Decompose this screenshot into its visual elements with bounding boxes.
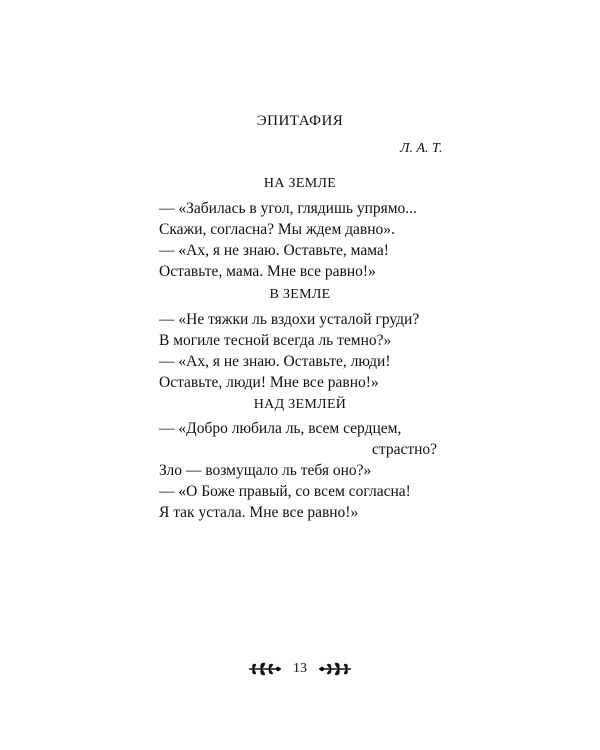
verse-line: — «О Боже правый, со всем согласна!: [159, 483, 411, 500]
stanza-above-earth: [159, 418, 437, 523]
stanza-on-earth: [159, 198, 417, 282]
section-heading-above-earth: НАД ЗЕМЛЕЙ: [253, 397, 347, 412]
verse-line: Я так устала. Мне все равно!»: [159, 504, 359, 521]
verse-line-continuation: страстно?: [372, 441, 438, 458]
verse-line: Зло — возмущало ль тебя оно?»: [159, 462, 372, 479]
leaf-sprig-ornament-left-icon: [247, 660, 283, 678]
poem-title: ЭПИТАФИЯ: [256, 113, 344, 129]
leaf-sprig-ornament-right-icon: [317, 660, 353, 678]
verse-line: Оставьте, мама. Мне все равно!»: [159, 263, 376, 280]
section-heading-in-earth: В ЗЕМЛЕ: [269, 287, 331, 302]
verse-line: — «Ах, я не знаю. Оставьте, мама!: [159, 242, 389, 259]
page-footer: [0, 660, 600, 678]
verse-line: — «Ах, я не знаю. Оставьте, люди!: [159, 353, 391, 370]
verse-line: Скажи, согласна? Мы ждем давно».: [159, 221, 395, 238]
page-number: 13: [293, 661, 307, 676]
verse-line: — «Добро любила ль, всем сердцем,: [159, 420, 402, 437]
verse-line: В могиле тесной всегда ль темно?»: [159, 332, 392, 349]
verse-line: — «Забилась в угол, глядишь упрямо...: [159, 200, 417, 217]
verse-line: — «Не тяжки ль вздохи усталой груди?: [159, 311, 420, 328]
verse-line: Оставьте, люди! Мне все равно!»: [159, 374, 379, 391]
stanza-in-earth: [159, 309, 419, 393]
poem-dedication: Л. А. Т.: [400, 141, 443, 156]
section-heading-on-earth: НА ЗЕМЛЕ: [263, 176, 337, 191]
